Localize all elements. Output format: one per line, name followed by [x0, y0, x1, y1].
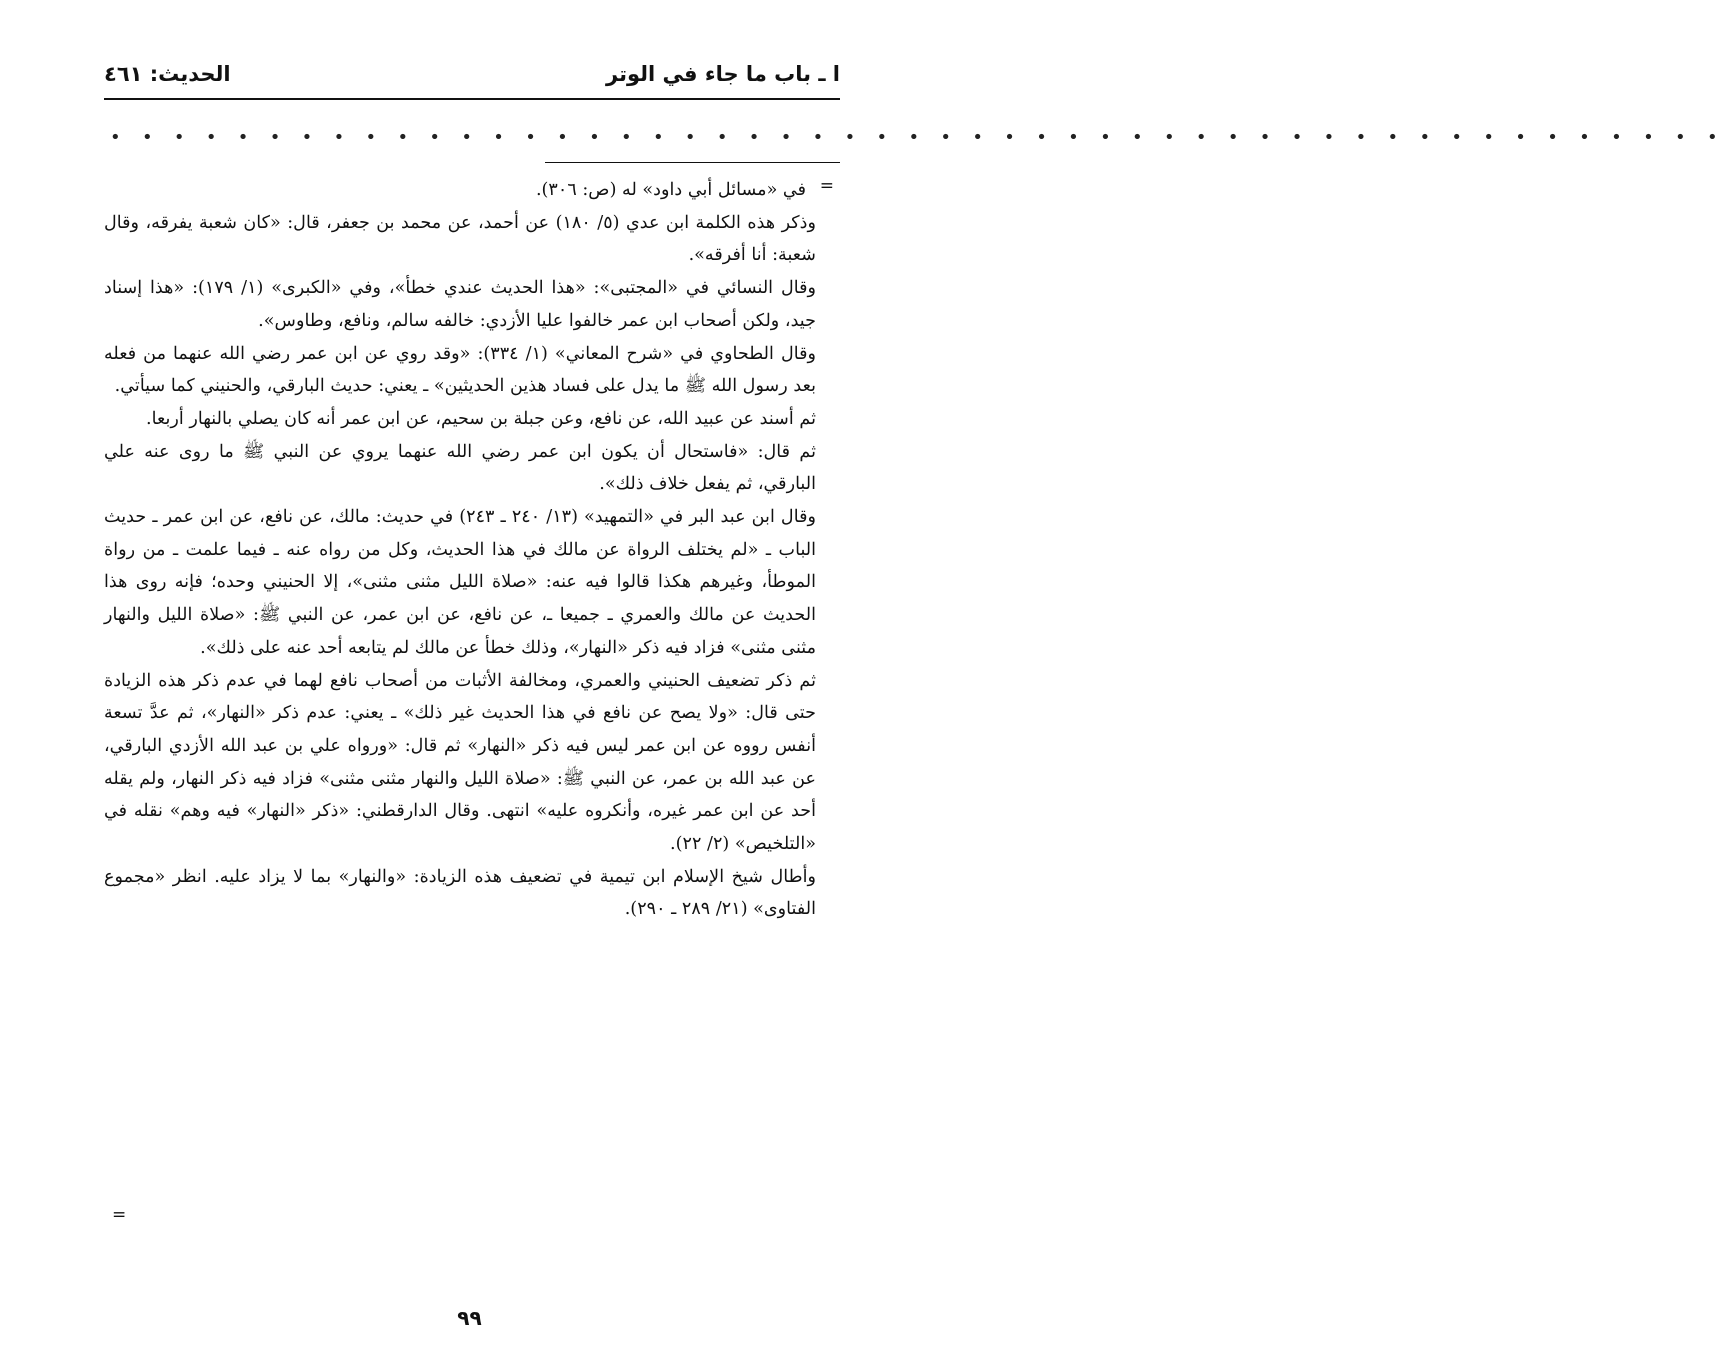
hadith-number: الحديث: ٤٦١	[104, 62, 231, 86]
page-number: ٩٩	[457, 1306, 482, 1330]
paragraph-5: ثم أسند عن عبيد الله، عن نافع، وعن جبلة بن سحيم، عن ابن عمر أنه كان يصلي بالنهار أربعا.	[146, 408, 816, 429]
dotted-separator: • • • • • • • • • • • • • • • • • • • • • • • • • • • • • • • • • • • • • • • • • • • • • • • • • • •	[110, 127, 1725, 148]
paragraph-2: وذكر هذه الكلمة ابن عدي (٥/ ١٨٠) عن أحمد، عن محمد بن جعفر، قال: «كان شعبة يفرقه، وقال شعبة: أنا أفرقه».	[104, 212, 816, 266]
continuation-mark-top: =	[819, 176, 834, 196]
paragraph-9: وأطال شيخ الإسلام ابن تيمية في تضعيف هذه الزيادة: «والنهار» بما لا يزاد عليه. انظر «مجموع الفتاوى» (٢١/ ٢٨٩ ـ ٢٩٠).	[104, 866, 816, 920]
footnote-body	[104, 174, 816, 926]
paragraph-8: ثم ذكر تضعيف الحنيني والعمري، ومخالفة الأثبات من أصحاب نافع لهما في عدم ذكر هذه الزيادة حتى قال: «ولا يصح عن نافع في هذا الحديث غير ذلك» ـ يعني: عدم ذكر «النهار»، ثم عدَّ تسعة أنفس رووه عن ابن عمر ليس فيه ذكر «النهار» ثم قال: «ورواه علي بن عبد الله الأزدي البارقي، عن عبد الله بن عمر، عن النبي ﷺ: «صلاة الليل والنهار مثنى مثنى» فزاد فيه ذكر النهار، ولم يقله أحد عن ابن عمر غيره، وأنكروه عليه» انتهى. وقال الدارقطني: «ذكر «النهار» فيه وهم» نقله في «التلخيص» (٢/ ٢٢).	[104, 670, 816, 855]
paragraph-1: في «مسائل أبي داود» له (ص: ٣٠٦).	[535, 180, 806, 200]
paragraph-6: ثم قال: «فاستحال أن يكون ابن عمر رضي الله عنهما يروي عن النبي ﷺ ما روى عنه علي البارقي، ثم يفعل خلاف ذلك».	[104, 441, 816, 495]
paragraph-3: وقال النسائي في «المجتبى»: «هذا الحديث عندي خطأ»، وفي «الكبرى» (١/ ١٧٩): «هذا إسناد جيد، ولكن أصحاب ابن عمر خالفوا عليا الأزدي: خالفه سالم، ونافع، وطاوس».	[104, 278, 817, 331]
chapter-title: ا ـ باب ما جاء في الوتر	[606, 62, 840, 86]
paragraph-4: وقال الطحاوي في «شرح المعاني» (١/ ٣٣٤): «وقد روي عن ابن عمر رضي الله عنهما من فعله بعد رسول الله ﷺ ما يدل على فساد هذين الحديثين» ـ يعني: حديث البارقي، والحنيني كما سيأتي.	[104, 343, 817, 397]
running-header	[104, 62, 840, 102]
continuation-mark-bottom: =	[112, 1205, 127, 1225]
header-rule	[104, 98, 840, 100]
paragraph-7: وقال ابن عبد البر في «التمهيد» (١٣/ ٢٤٠ ـ ٢٤٣) في حديث: مالك، عن نافع، عن ابن عمر ـ حديث الباب ـ «لم يختلف الرواة عن مالك في هذا الحديث، وكل من رواه عنه ـ فيما علمت ـ من رواة الموطأ، وغيرهم هكذا قالوا فيه عنه: «صلاة الليل مثنى مثنى»، إلا الحنيني وحده؛ فإنه روى هذا الحديث عن مالك والعمري ـ جميعا ـ، عن نافع، عن ابن عمر، عن النبي ﷺ: «صلاة الليل والنهار مثنى مثنى» فزاد فيه ذكر «النهار»، وذلك خطأ عن مالك لم يتابعه أحد عنه على ذلك».	[104, 507, 816, 658]
footnote-rule	[545, 162, 840, 163]
